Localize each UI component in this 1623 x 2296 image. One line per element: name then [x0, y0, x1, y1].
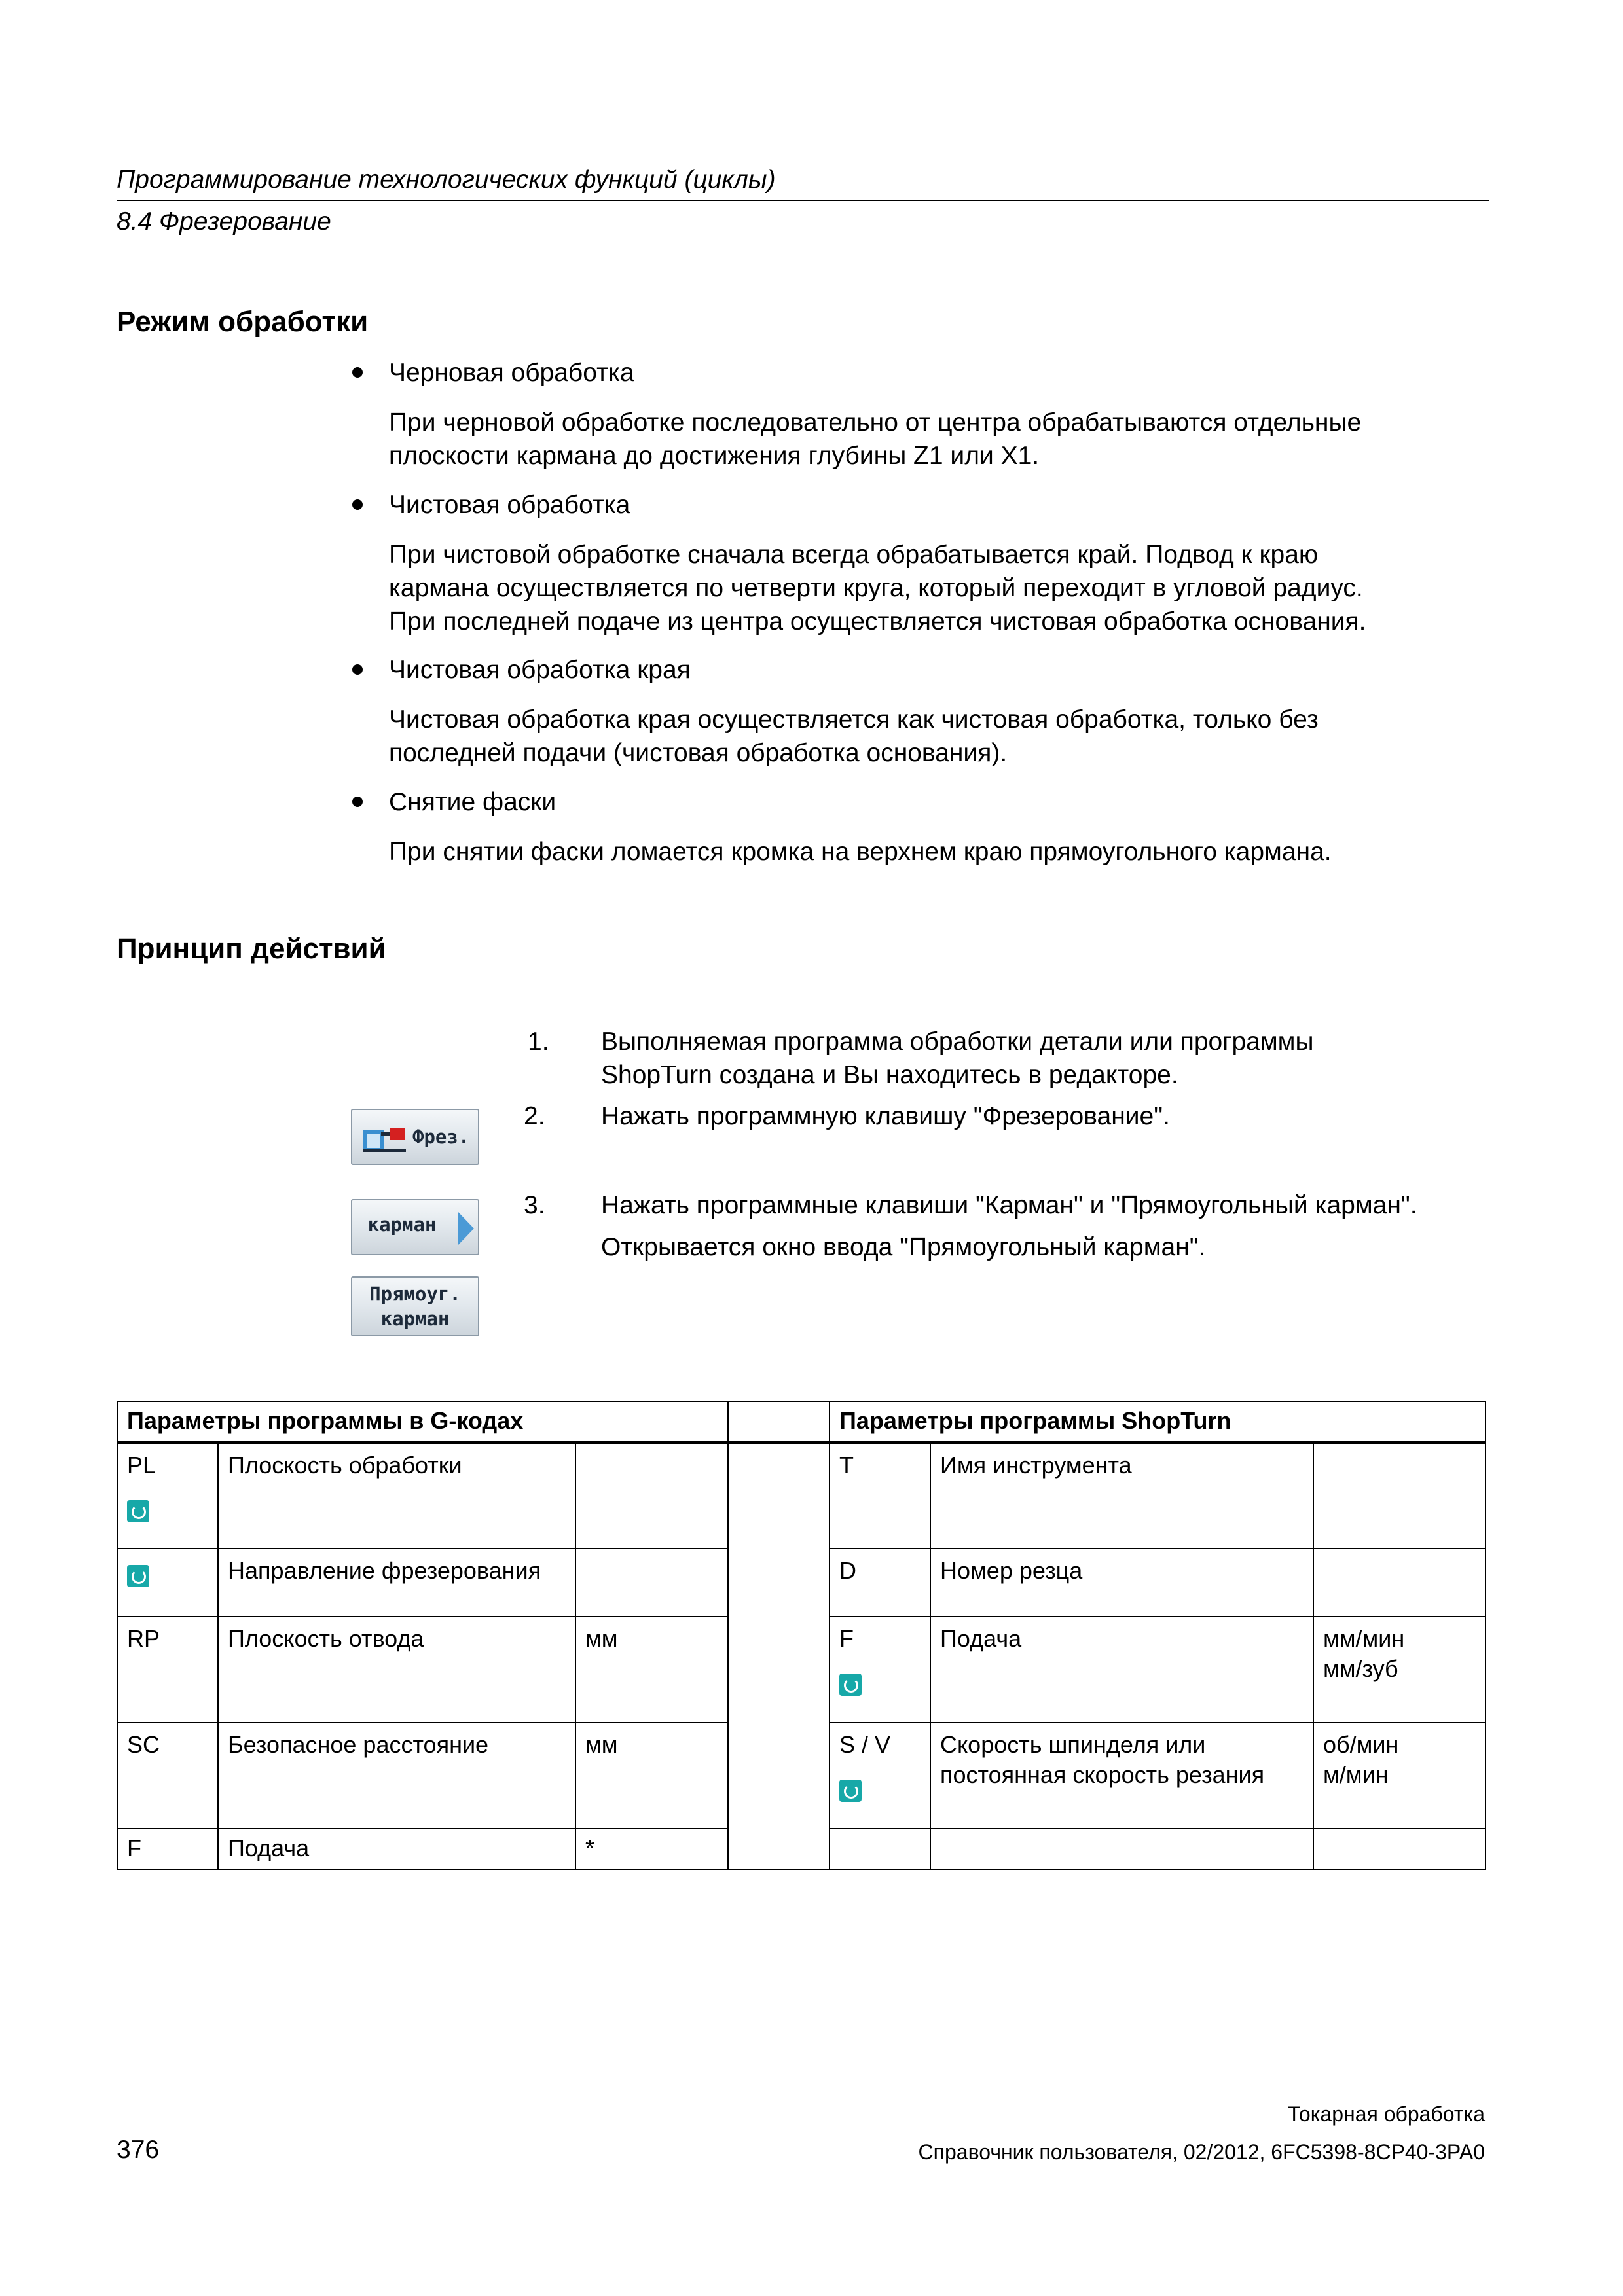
param-cell: D [830, 1549, 930, 1617]
bullet-1 [352, 367, 363, 378]
mode-item-text: При последней подаче из центра осуществляется чистовая обработка основания. [389, 607, 1366, 636]
unit-cell [1313, 1829, 1486, 1869]
desc-cell: Плоскость отвода [218, 1617, 575, 1723]
mode-item-text: последней подачи (чистовая обработка основания). [389, 739, 1008, 767]
param-cell: SC [117, 1723, 218, 1829]
toggle-icon[interactable] [127, 1500, 149, 1522]
footer-book-title: Токарная обработка [1287, 2102, 1485, 2126]
step-text: Нажать программную клавишу "Фрезерование". [601, 1102, 1170, 1130]
step-number: 1. [528, 1028, 549, 1056]
desc-cell: Безопасное расстояние [218, 1723, 575, 1829]
desc-cell: Подача [930, 1617, 1313, 1723]
unit-cell [575, 1549, 728, 1617]
section-title: 8.4 Фрезерование [117, 207, 331, 236]
desc-cell: Направление фрезерования [218, 1549, 575, 1617]
rect-pocket-label-line1: Прямоуг. [369, 1283, 461, 1305]
toggle-icon[interactable] [839, 1780, 862, 1802]
desc-cell: Плоскость обработки [218, 1443, 575, 1549]
rect-pocket-label-line2: карман [380, 1308, 450, 1330]
unit-cell: мм/мин мм/зуб [1313, 1617, 1486, 1723]
unit-cell: мм [575, 1723, 728, 1829]
param-cell: F [117, 1829, 218, 1869]
param-cell: F [830, 1617, 930, 1723]
step-number: 3. [524, 1191, 545, 1219]
toggle-icon[interactable] [839, 1674, 862, 1696]
param-cell: T [830, 1443, 930, 1549]
desc-cell [930, 1829, 1313, 1869]
shopturn-params-header: Параметры программы ShopTurn [830, 1401, 1486, 1443]
param-cell: S / V [830, 1723, 930, 1829]
desc-cell: Подача [218, 1829, 575, 1869]
submenu-arrow-icon [458, 1212, 474, 1245]
unit-cell: об/мин м/мин [1313, 1723, 1486, 1829]
mode-heading: Режим обработки [117, 306, 369, 338]
param-cell [117, 1549, 218, 1617]
footer-reference: Справочник пользователя, 02/2012, 6FC5398-8CP40-3PA0 [918, 2140, 1485, 2164]
desc-cell: Номер резца [930, 1549, 1313, 1617]
param-cell: RP [117, 1617, 218, 1723]
mode-item-text: плоскости кармана до достижения глубины Z1 или X1. [389, 442, 1040, 470]
table-gap-cell [728, 1401, 830, 1443]
bullet-2 [352, 499, 363, 510]
table-gap-cell [728, 1443, 830, 1869]
pocket-softkey[interactable] [351, 1199, 479, 1255]
step-text: Открывается окно ввода "Прямоугольный карман". [601, 1233, 1206, 1261]
milling-icon [361, 1126, 409, 1155]
step-text: ShopTurn создана и Вы находитесь в редакторе. [601, 1061, 1178, 1089]
unit-cell: мм [575, 1617, 728, 1723]
mode-item-text: При чистовой обработке сначала всегда обрабатывается край. Подвод к краю [389, 541, 1319, 569]
bullet-4 [352, 797, 363, 807]
bullet-3 [352, 664, 363, 675]
unit-cell: * [575, 1829, 728, 1869]
desc-cell: Имя инструмента [930, 1443, 1313, 1549]
milling-softkey[interactable] [351, 1109, 479, 1165]
mode-item-text: При снятии фаски ломается кромка на верхнем краю прямоугольного кармана. [389, 838, 1332, 866]
gcode-params-header: Параметры программы в G-кодах [117, 1401, 728, 1443]
mode-item-label: Чистовая обработка [389, 491, 630, 519]
header-rule [117, 200, 1489, 201]
rect-pocket-softkey[interactable] [351, 1276, 479, 1336]
table-row [117, 1443, 1486, 1549]
milling-softkey-label: Фрез. [412, 1126, 470, 1148]
step-text: Выполняемая программа обработки детали или программы [601, 1028, 1314, 1056]
desc-cell: Скорость шпинделя или постоянная скорость резания [930, 1723, 1313, 1829]
table-header-row [117, 1401, 1486, 1443]
unit-cell [1313, 1443, 1486, 1549]
mode-item-text: Чистовая обработка края осуществляется как чистовая обработка, только без [389, 706, 1319, 734]
toggle-icon[interactable] [127, 1565, 149, 1587]
mode-item-text: кармана осуществляется по четверти круга, который переходит в угловой радиус. [389, 574, 1363, 602]
parameters-table [117, 1401, 1486, 1870]
param-cell [830, 1829, 930, 1869]
pocket-softkey-label: карман [367, 1213, 437, 1236]
mode-item-label: Снятие фаски [389, 788, 556, 816]
unit-cell [575, 1443, 728, 1549]
chapter-title: Программирование технологических функций (циклы) [117, 166, 776, 194]
mode-item-label: Черновая обработка [389, 359, 634, 387]
page-number: 376 [117, 2136, 160, 2164]
param-cell: PL [117, 1443, 218, 1549]
step-text: Нажать программные клавиши "Карман" и "Прямоугольный карман". [601, 1191, 1417, 1219]
mode-item-label: Чистовая обработка края [389, 656, 691, 684]
unit-cell [1313, 1549, 1486, 1617]
mode-item-text: При черновой обработке последовательно от центра обрабатываются отдельные [389, 408, 1362, 437]
step-number: 2. [524, 1102, 545, 1130]
principle-heading: Принцип действий [117, 933, 386, 965]
